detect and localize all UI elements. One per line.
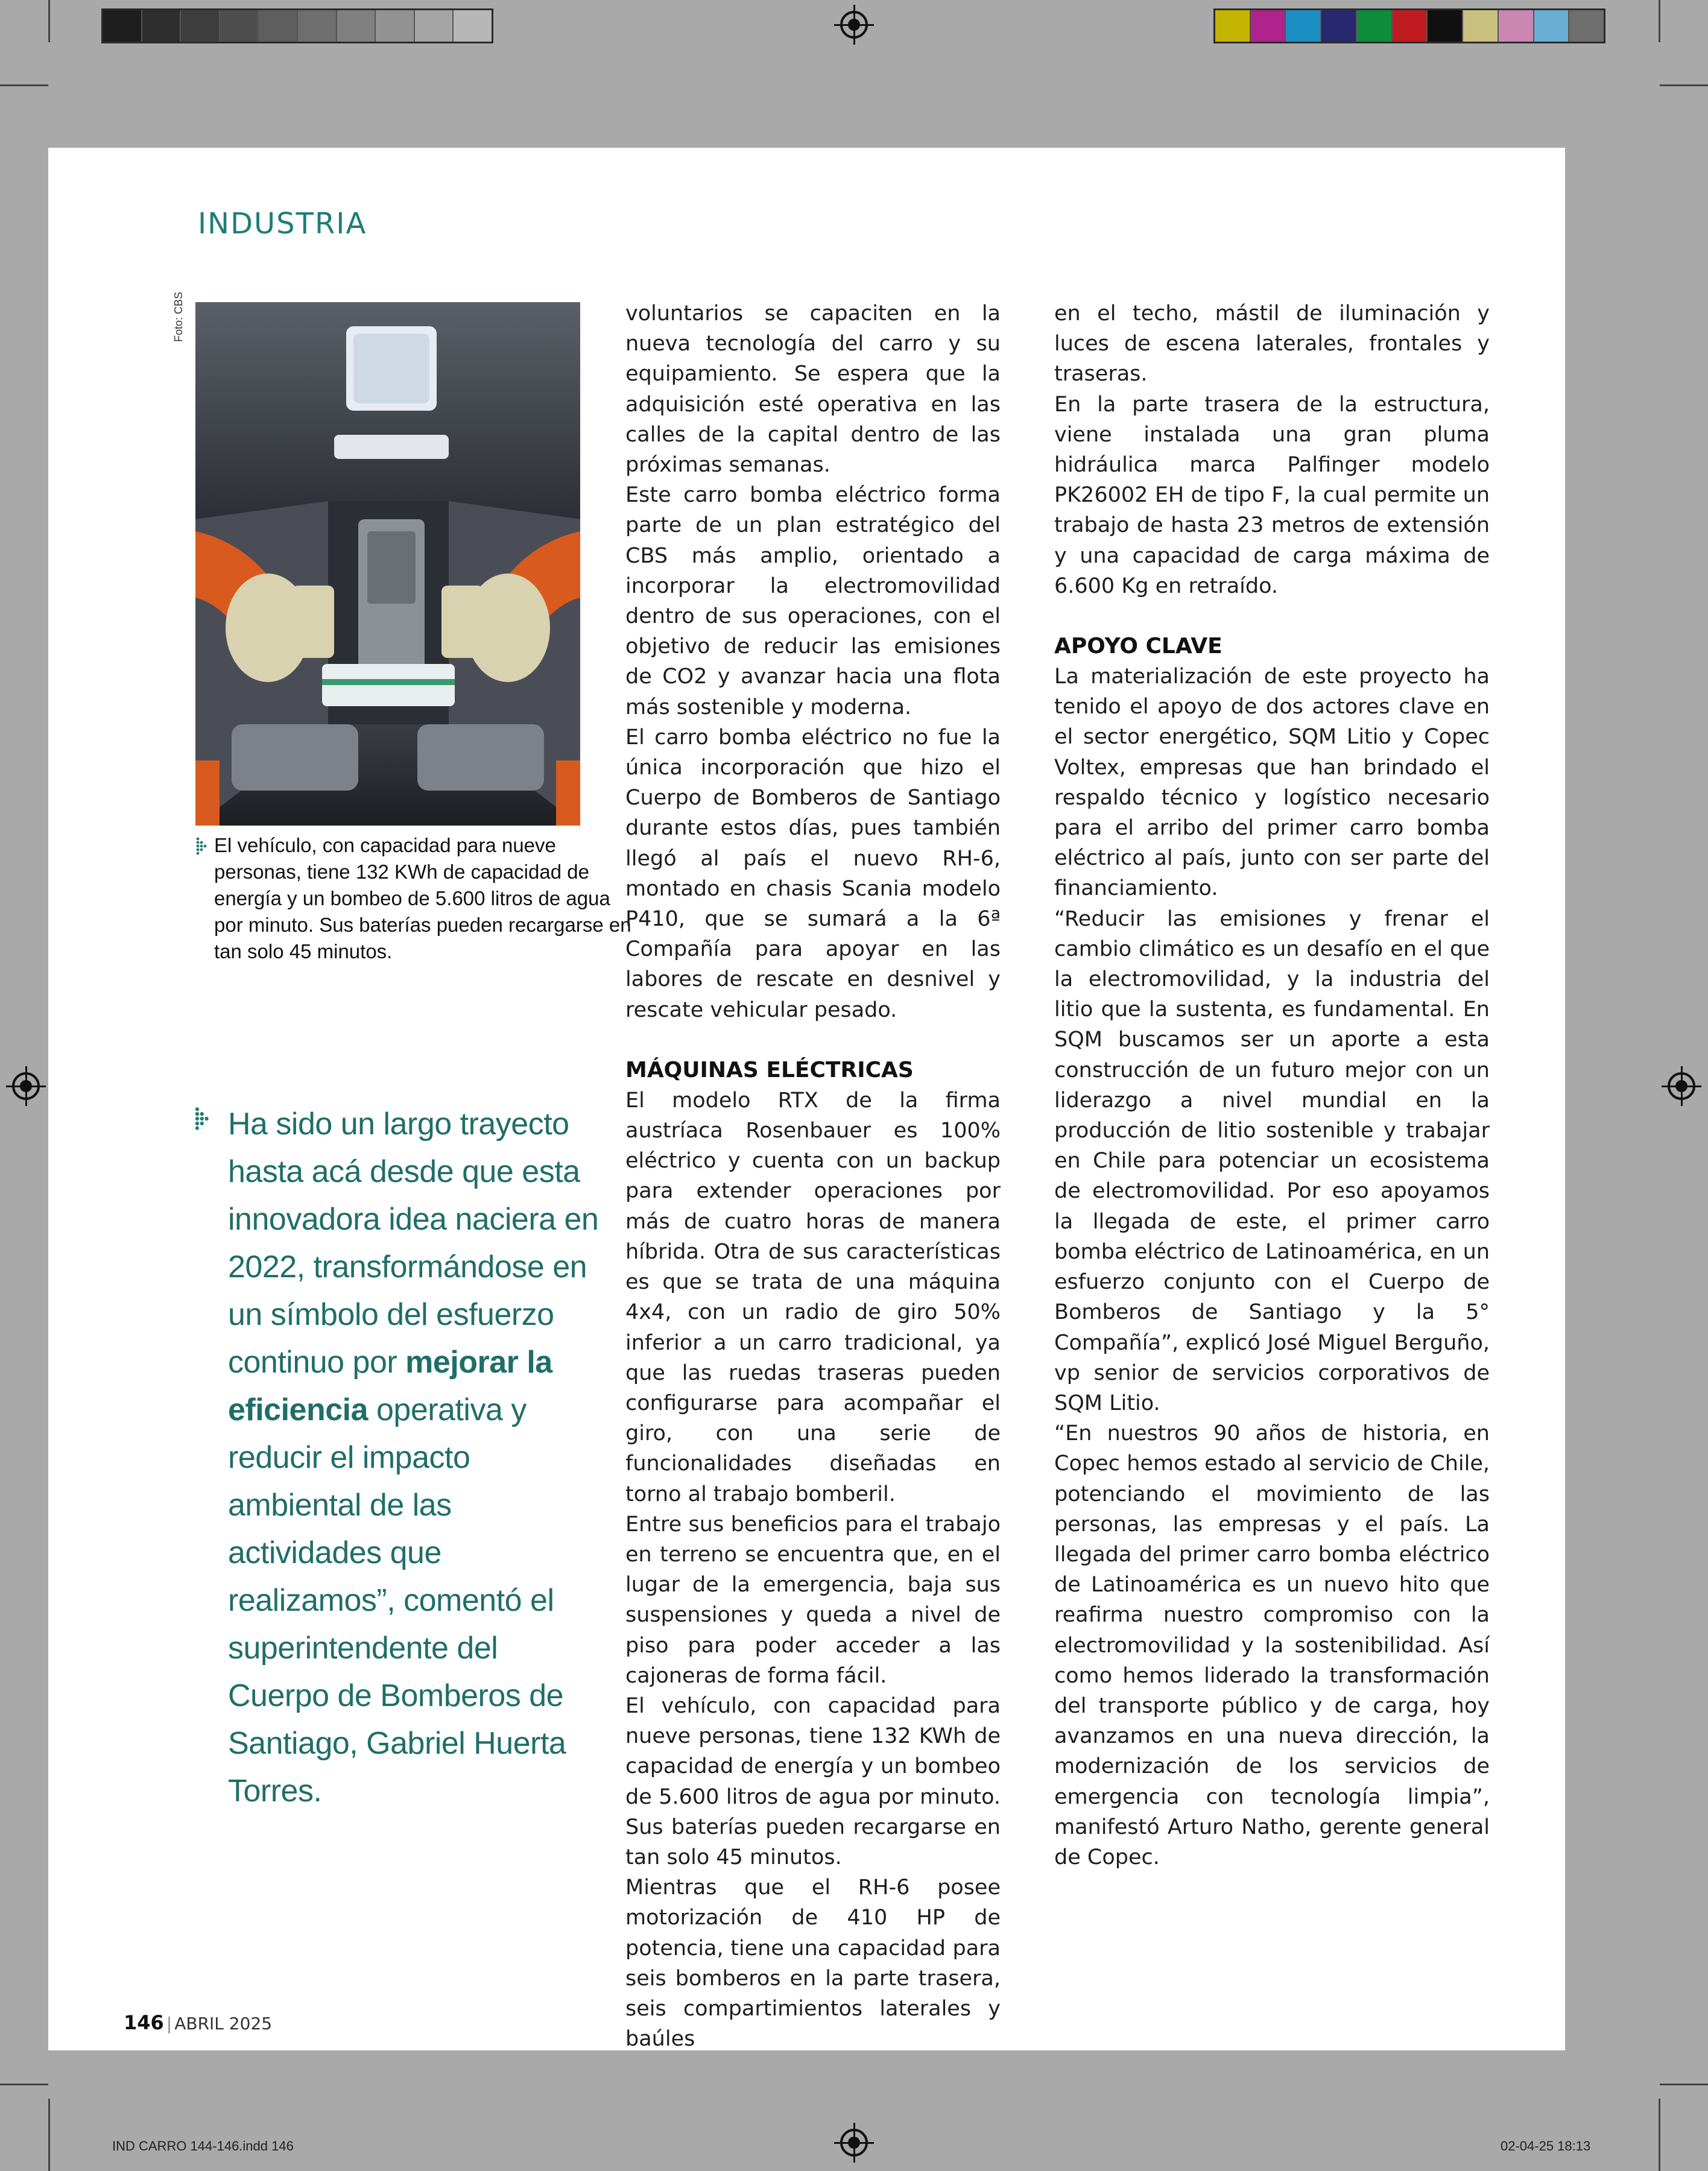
color-swatch — [1251, 10, 1286, 42]
gray-swatch — [376, 10, 415, 42]
pull-quote-text: Ha sido un largo trayecto hasta acá desde que esta innovadora idea naciera en 2022, transformándose en un símbolo del esfuerzo continuo por — [228, 1107, 599, 1380]
color-swatch — [1569, 10, 1604, 42]
gray-swatch — [298, 10, 337, 42]
section-title: INDUSTRIA — [198, 207, 367, 241]
crop-mark — [1659, 2099, 1660, 2171]
gray-swatch — [103, 10, 142, 42]
color-swatch — [1286, 10, 1321, 42]
color-swatch — [1393, 10, 1428, 42]
crop-mark — [0, 84, 48, 86]
crop-mark — [1660, 2084, 1708, 2085]
gray-swatch — [220, 10, 259, 42]
paragraph: El vehículo, con capacidad para nueve personas, tiene 132 KWh de capacidad de energía y un bombeo de 5.600 litros de agua por minuto. Sus baterías pueden recargarse en tan solo 45 minutos. — [625, 1693, 1001, 1869]
paragraph: El carro bomba eléctrico no fue la única incorporación que hizo el Cuerpo de Bomberos de Santiago durante estos días, pues también llegó al país el nuevo RH-6, montado en chasis Scania modelo P410, que se sumará a la 6ª Compañía para apoyar en las labores de rescate en desnivel y rescate vehicular pesado. — [625, 725, 1001, 1022]
paragraph: En la parte trasera de la estructura, viene instalada una gran pluma hidráulica marca Palfinger modelo PK26002 EH de tipo F, la cual permite un trabajo de hasta 23 metros de extensión y una capacidad de carga máxima de 6.600 Kg en retraído. — [1054, 392, 1490, 598]
magazine-page — [48, 148, 1565, 2050]
paragraph: Este carro bomba eléctrico forma parte de un plan estratégico del CBS más amplio, orientado a incorporar la electromovilidad dentro de sus operaciones, con el objetivo de reducir las emisiones de CO2 y avanzar hacia una flota más sostenible y moderna. — [625, 483, 1001, 719]
color-calibration-bar — [1213, 8, 1605, 43]
article-column-1 — [625, 299, 1001, 2054]
color-swatch — [1215, 10, 1251, 42]
registration-mark-icon — [840, 2129, 868, 2157]
subheading: MÁQUINAS ELÉCTRICAS — [625, 1057, 914, 1082]
gray-swatch — [415, 10, 454, 42]
color-swatch — [1463, 10, 1499, 42]
subheading: APOYO CLAVE — [1054, 634, 1222, 659]
paragraph: en el techo, mástil de iluminación y luces de escena laterales, frontales y traseras. — [1054, 302, 1490, 387]
photo-credit: Foto: CBS — [172, 291, 185, 342]
gray-swatch — [259, 10, 298, 42]
crop-mark — [1659, 0, 1660, 42]
page-folio: 146 | ABRIL 2025 — [124, 2011, 273, 2034]
fire-truck-interior-photo — [195, 302, 580, 826]
dots-arrow-icon — [196, 837, 212, 855]
gray-swatch — [181, 10, 220, 42]
paragraph: Mientras que el RH-6 posee motorización de 410 HP de potencia, tiene una capacidad para seis bomberos en la parte trasera, seis compartimientos laterales y baúles — [625, 1876, 1001, 2052]
slug-timestamp: 02-04-25 18:13 — [1501, 2138, 1591, 2154]
crop-mark — [48, 0, 50, 42]
color-swatch — [1534, 10, 1570, 42]
paragraph: La materialización de este proyecto ha tenido el apoyo de dos actores clave en el sector energético, SQM Litio y Copec Voltex, empresas que han brindado el respaldo técnico y logístico necesario para el arribo del primer carro bomba eléctrico al país, junto con ser parte del financiamiento. — [1054, 665, 1490, 901]
crop-mark — [0, 2084, 48, 2085]
dots-arrow-icon — [195, 1107, 215, 1131]
pull-quote — [228, 1101, 602, 1815]
paragraph: El modelo RTX de la firma austríaca Rosenbauer es 100% eléctrico y cuenta con un backup para extender operaciones por más de cuatro horas de manera híbrida. Otra de sus características es que se trata de una máquina 4x4, con un radio de giro 50% inferior a un carro tradicional, ya que las ruedas traseras pueden configurarse para acompañar el giro, con una serie de funcionalidades diseñadas en torno al trabajo bomberil. — [625, 1088, 1001, 1506]
color-swatch — [1428, 10, 1463, 42]
registration-mark-icon — [840, 11, 868, 39]
paragraph: Entre sus beneficios para el trabajo en terreno se encuentra que, en el lugar de la emergencia, baja sus suspensiones y queda a nivel de piso para poder acceder a las cajoneras de forma fácil. — [625, 1512, 1001, 1688]
crop-mark — [1660, 84, 1708, 86]
crop-mark — [48, 2099, 50, 2171]
color-swatch — [1321, 10, 1357, 42]
gray-swatch — [142, 10, 182, 42]
photo-caption: El vehículo, con capacidad para nueve personas, tiene 132 KWh de capacidad de energía y un bombeo de 5.600 litros de agua por minuto. Sus baterías pueden recargarse en tan solo 45 minutos. — [214, 834, 631, 962]
registration-mark-icon — [1668, 1072, 1695, 1100]
pull-quote-text: operativa y reducir el impacto ambiental de las actividades que realizamos”, comentó el superintendente del Cuerpo de Bomberos de Santiago, Gabriel Huerta Torres. — [228, 1392, 566, 1809]
gray-swatch — [337, 10, 376, 42]
grayscale-calibration-bar — [101, 8, 493, 43]
slug-filename: IND CARRO 144-146.indd 146 — [112, 2138, 294, 2154]
article-column-2 — [1054, 299, 1490, 1872]
color-swatch — [1357, 10, 1393, 42]
color-swatch — [1499, 10, 1534, 42]
issue-date: ABRIL 2025 — [174, 2014, 273, 2034]
registration-mark-icon — [12, 1072, 40, 1100]
paragraph: voluntarios se capaciten en la nueva tecnología del carro y su equipamiento. Se espera que la adquisición esté operativa en las calles de la capital dentro de las próximas semanas. — [625, 302, 1001, 478]
page-number: 146 — [124, 2011, 164, 2034]
paragraph: “Reducir las emisiones y frenar el cambio climático es un desafío en el que la electromovilidad, y la industria del litio que la sustenta, es fundamental. En SQM buscamos ser un aporte a esta construcción de un futuro mejor con un liderazgo a nivel mundial en la producción de litio sostenible y trabajar en Chile para potenciar un ecosistema de electromovilidad. Por eso apoyamos la llegada de este, el primer carro bomba eléctrico de Latinoamérica, en un esfuerzo conjunto con el Cuerpo de Bomberos de Santiago y la 5° Compañía”, explicó José Miguel Berguño, vp senior de servicios corporativos de SQM Litio. — [1054, 906, 1490, 1415]
paragraph: “En nuestros 90 años de historia, en Copec hemos estado al servicio de Chile, potenciando el movimiento de las personas, las empresas y el país. La llegada del primer carro bomba eléctrico de Latinoamérica es un nuevo hito que reafirma nuestro compromiso con la electromovilidad y la sostenibilidad. Así como hemos liderado la transformación del transporte público y de carga, hoy avanzamos en una nueva dirección, la modernización de los servicios de emergencia con tecnología limpia”, manifestó Arturo Natho, gerente general de Copec. — [1054, 1421, 1490, 1869]
gray-swatch — [454, 10, 492, 42]
pull-quote-emphasis: mejorar la eficiencia — [228, 1345, 552, 1427]
